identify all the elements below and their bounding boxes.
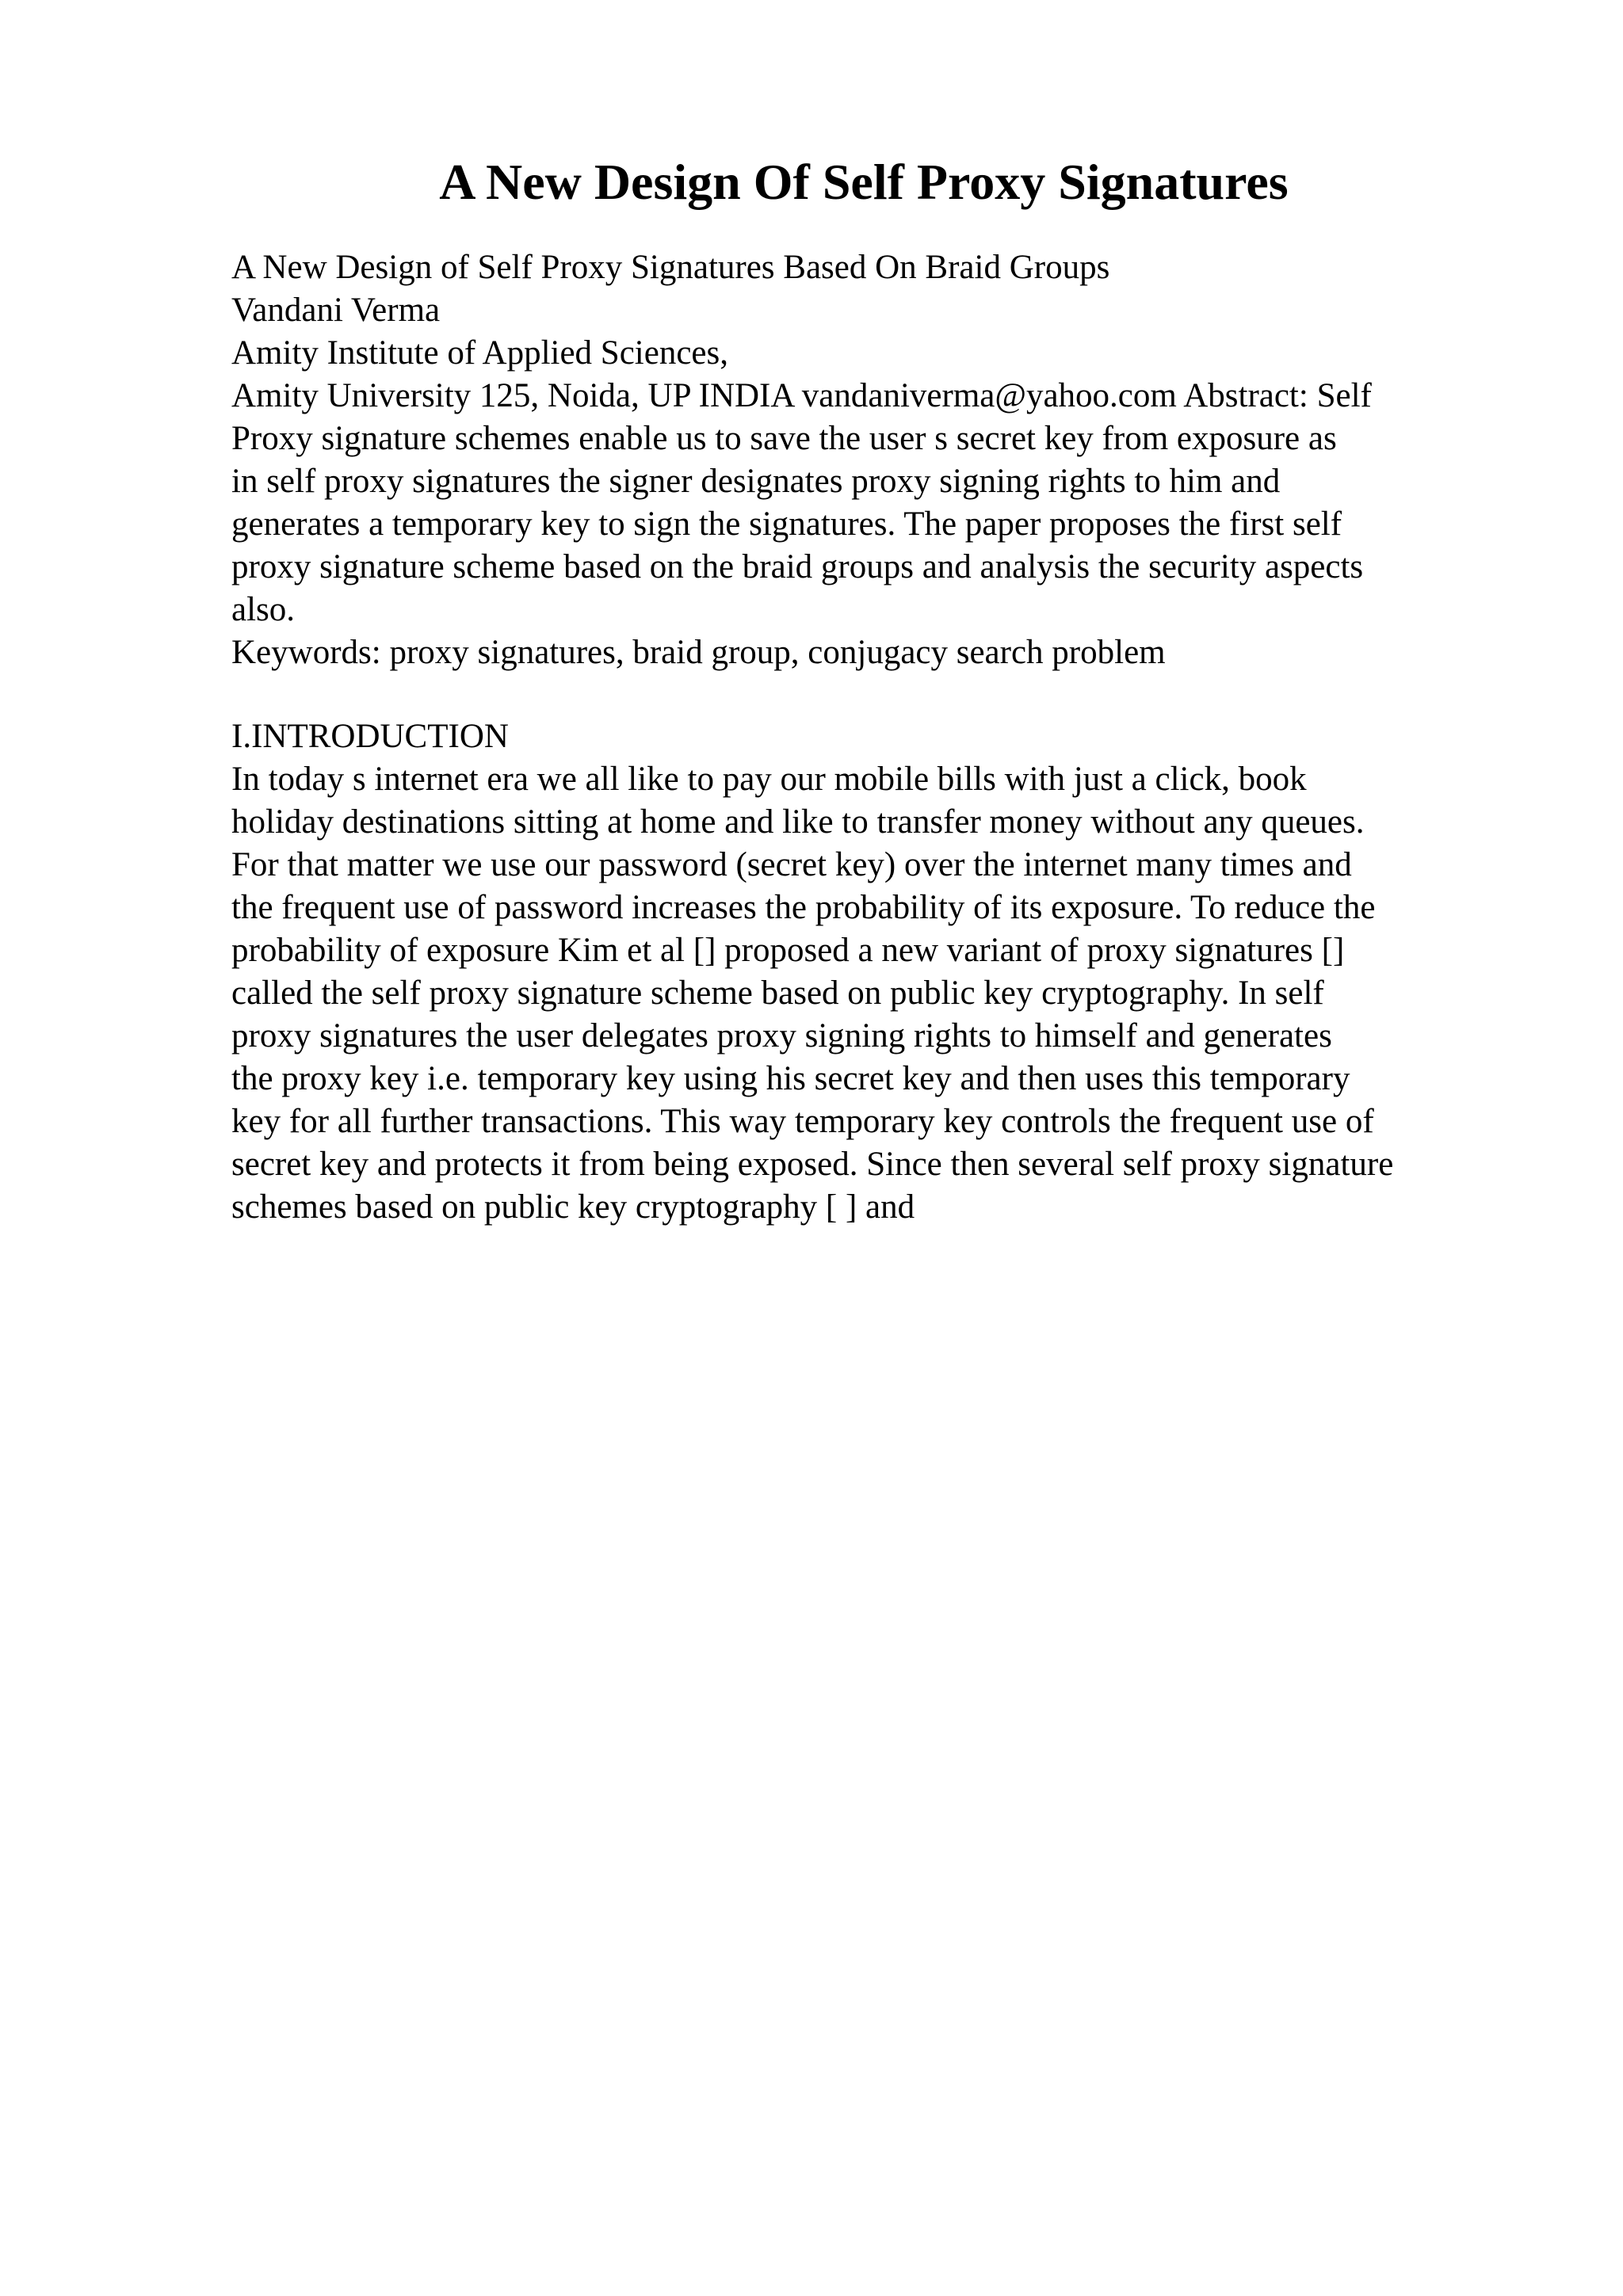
body-line: probability of exposure Kim et al [] proposed a new variant of proxy signatures [] (231, 932, 1345, 969)
body-line: holiday destinations sitting at home and like to transfer money without any queues. (231, 803, 1365, 841)
body-line: called the self proxy signature scheme based on public key cryptography. In self (231, 974, 1324, 1012)
body-line: proxy signatures the user delegates proxy signing rights to himself and generates (231, 1017, 1332, 1055)
abstract-line: also. (231, 591, 296, 628)
abstract-line: generates a temporary key to sign the signatures. The paper proposes the first self (231, 505, 1342, 543)
body-line: schemes based on public key cryptography [ ] and (231, 1188, 915, 1226)
body-line: the frequent use of password increases the probability of its exposure. To reduce the (231, 889, 1376, 926)
abstract-line: Proxy signature schemes enable us to save the user s secret key from exposure as (231, 420, 1337, 457)
section-heading: I.INTRODUCTION (231, 718, 509, 755)
paper-title: A New Design Of Self Proxy Signatures (439, 154, 1289, 210)
affiliation-line: Amity Institute of Applied Sciences, (231, 334, 728, 372)
introduction-section (231, 715, 1594, 1229)
body-line: For that matter we use our password (secret key) over the internet many times and (231, 846, 1352, 883)
body-line: key for all further transactions. This way temporary key controls the frequent use of (231, 1103, 1374, 1140)
abstract-line: proxy signature scheme based on the braid groups and analysis the security aspects (231, 548, 1364, 585)
author-name: Vandani Verma (231, 292, 441, 329)
front-matter (231, 246, 1594, 674)
body-line: the proxy key i.e. temporary key using his secret key and then uses this temporary (231, 1060, 1350, 1097)
abstract-line: in self proxy signatures the signer designates proxy signing rights to him and (231, 463, 1281, 500)
body-line: secret key and protects it from being exposed. Since then several self proxy signature (231, 1146, 1394, 1183)
affiliation-abstract-line: Amity University 125, Noida, UP INDIA vandaniverma@yahoo.com Abstract: Self (231, 377, 1372, 414)
keywords-line: Keywords: proxy signatures, braid group, conjugacy search problem (231, 634, 1166, 671)
body-line: In today s internet era we all like to pay our mobile bills with just a click, book (231, 761, 1307, 798)
subtitle-line: A New Design of Self Proxy Signatures Based On Braid Groups (231, 249, 1110, 286)
